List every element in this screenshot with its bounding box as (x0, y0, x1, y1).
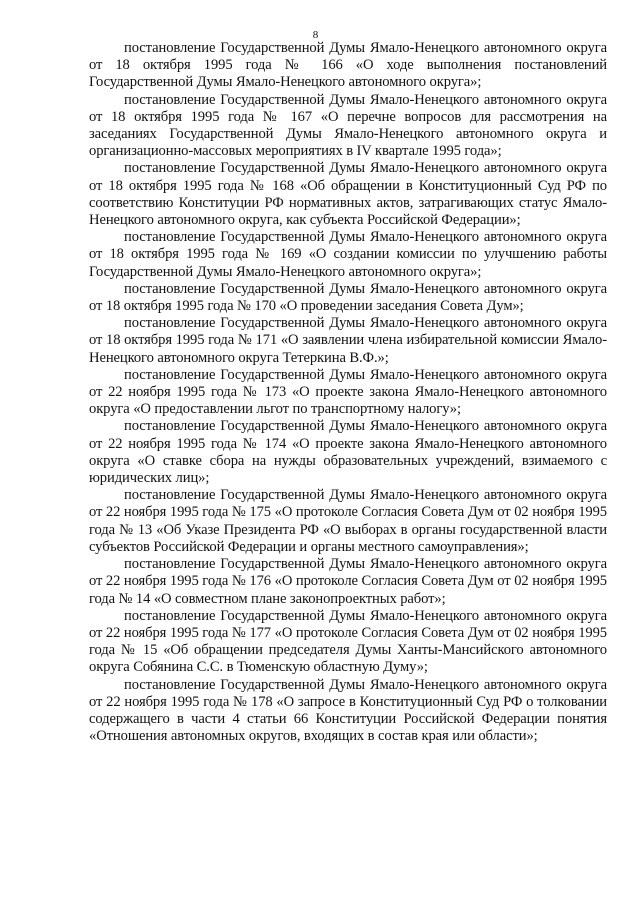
paragraph: постановление Государственной Думы Ямало-Ненецкого автономного округа от 18 октября 1995 года № 170 «О проведении заседания Совета Дум»; (89, 280, 607, 315)
paragraph: постановление Государственной Думы Ямало-Ненецкого автономного округа от 22 ноября 1995 года № 178 «О запросе в Конституционный Суд РФ о толковании содержащего в части 4 статьи 66 Конституции Российской Федерации понятия «Отношения автономных округов, входящих в состав края или области»; (89, 676, 607, 745)
paragraph: постановление Государственной Думы Ямало-Ненецкого автономного округа от 22 ноября 1995 года № 176 «О протоколе Согласия Совета Дум от 02 ноября 1995 года № 14 «О совместном плане законопроектных работ»; (89, 556, 607, 607)
paragraph: постановление Государственной Думы Ямало-Ненецкого автономного округа от 22 ноября 1995 года № 175 «О протоколе Согласия Совета Дум от 02 ноября 1995 года № 13 «Об Указе Президента РФ «О выборах в органы государственной власти субъектов Российской Федерации и органы местного самоуправления»; (89, 487, 607, 555)
paragraph: постановление Государственной Думы Ямало-Ненецкого автономного округа от 18 октября 1995 года № 171 «О заявлении члена избирательной комиссии Ямало-Ненецкого автономного округа Тетеркина В.Ф.»; (89, 315, 607, 366)
document-body (89, 40, 607, 745)
page-number: 8 (312, 29, 319, 41)
paragraph: постановление Государственной Думы Ямало-Ненецкого автономного округа от 22 ноября 1995 года № 174 «О проекте закона Ямало-Ненецкого автономного округа «О ставке сбора на нужды образовательных учреждений, взимаемого с юридических лиц»; (89, 418, 607, 487)
paragraph: постановление Государственной Думы Ямало-Ненецкого автономного округа от 22 ноября 1995 года № 177 «О протоколе Согласия Совета Дум от 02 ноября 1995 года № 15 «Об обращении председателя Думы Ханты-Мансийского автономного округа Собянина С.С. в Тюменскую областную Думу»; (89, 607, 607, 676)
paragraph: постановление Государственной Думы Ямало-Ненецкого автономного округа от 18 октября 1995 года № 169 «О создании комиссии по улучшению работы Государственной Думы Ямало-Ненецкого автономного округа»; (89, 229, 607, 280)
paragraph: постановление Государственной Думы Ямало-Ненецкого автономного округа от 18 октября 1995 года № 168 «Об обращении в Конституционный Суд РФ по соответствию Конституции РФ нормативных актов, затрагивающих статус Ямало-Ненецкого автономного округа, как субъекта Российской Федерации»; (89, 160, 607, 229)
paragraph: постановление Государственной Думы Ямало-Ненецкого автономного округа от 18 октября 1995 года № 166 «О ходе выполнения постановлений Государственной Думы Ямало-Ненецкого автономного округа»; (89, 40, 607, 91)
paragraph: постановление Государственной Думы Ямало-Ненецкого автономного округа от 22 ноября 1995 года № 173 «О проекте закона Ямало-Ненецкого автономного округа «О предоставлении льгот по транспортному налогу»; (89, 366, 607, 418)
paragraph: постановление Государственной Думы Ямало-Ненецкого автономного округа от 18 октября 1995 года № 167 «О перечне вопросов для рассмотрения на заседаниях Государственной Думы Ямало-Ненецкого автономного округа и организационно-массовых мероприятиях в IV квартале 1995 года»; (89, 91, 607, 160)
